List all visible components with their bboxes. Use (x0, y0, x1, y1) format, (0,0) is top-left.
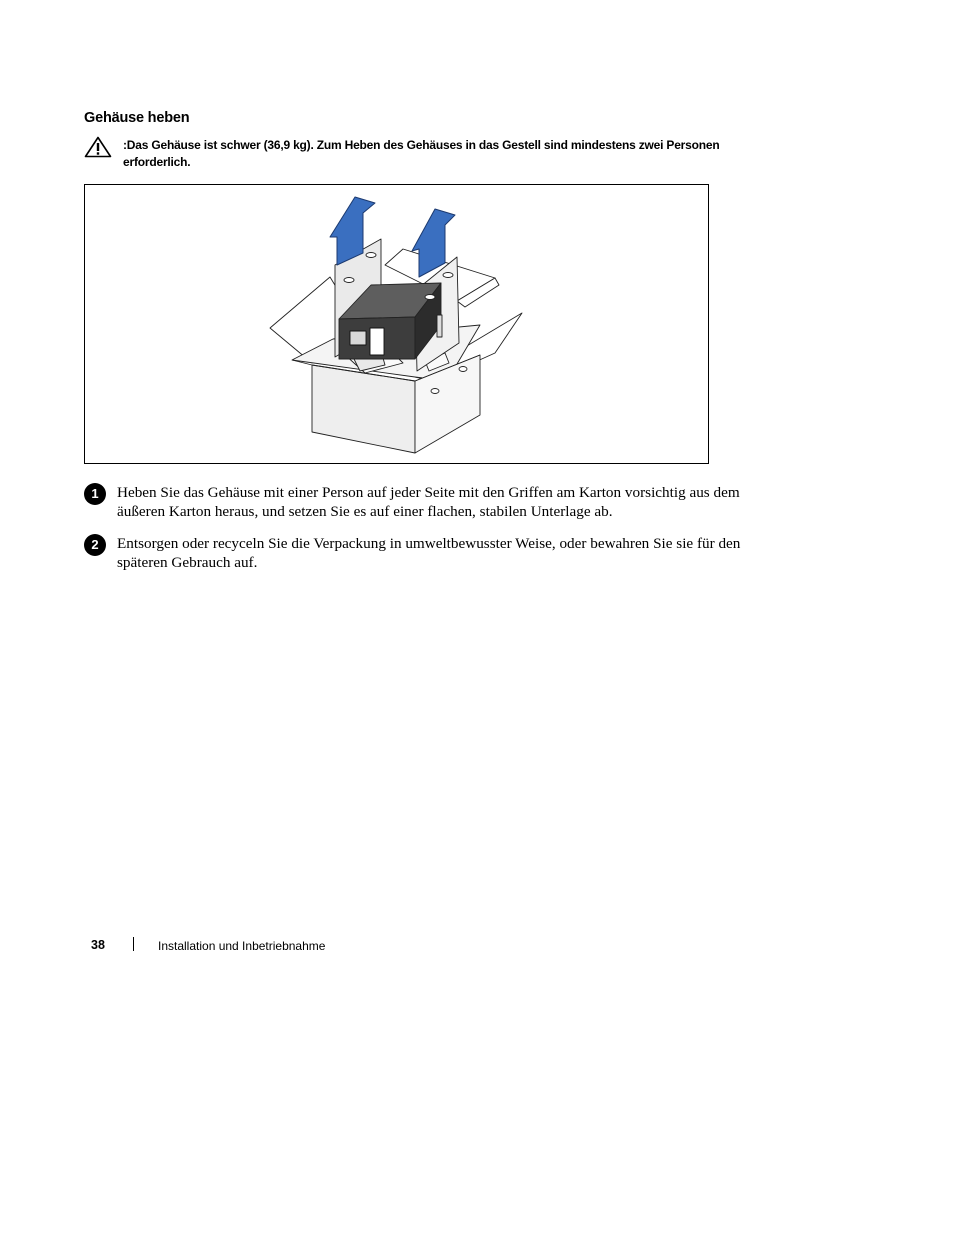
step-text: Entsorgen oder recyceln Sie die Verpackung in umweltbewusster Weise, oder bewahren Sie sie für den späteren Gebrauch auf. (117, 535, 741, 571)
section-title: Gehäuse heben (84, 110, 190, 126)
lift-enclosure-figure (84, 184, 709, 464)
warning-text: :Das Gehäuse ist schwer (36,9 kg). Zum Heben des Gehäuses in das Gestell sind mindestens zwei Personen erforderlich. (123, 138, 720, 169)
page-number: 38 (91, 938, 105, 952)
warning-triangle-icon (84, 136, 112, 158)
footer-chapter-title: Installation und Inbetriebnahme (158, 939, 326, 953)
box-illustration (85, 185, 708, 463)
step-number-badge: 2 (84, 534, 106, 556)
step-text: Heben Sie das Gehäuse mit einer Person auf jeder Seite mit den Griffen am Karton vorsichtig aus dem äußeren Karton heraus, und setzen Sie es auf einer flachen, stabilen Unterlage ab. (117, 484, 740, 520)
step-number-badge: 1 (84, 483, 106, 505)
footer-divider (133, 937, 134, 951)
